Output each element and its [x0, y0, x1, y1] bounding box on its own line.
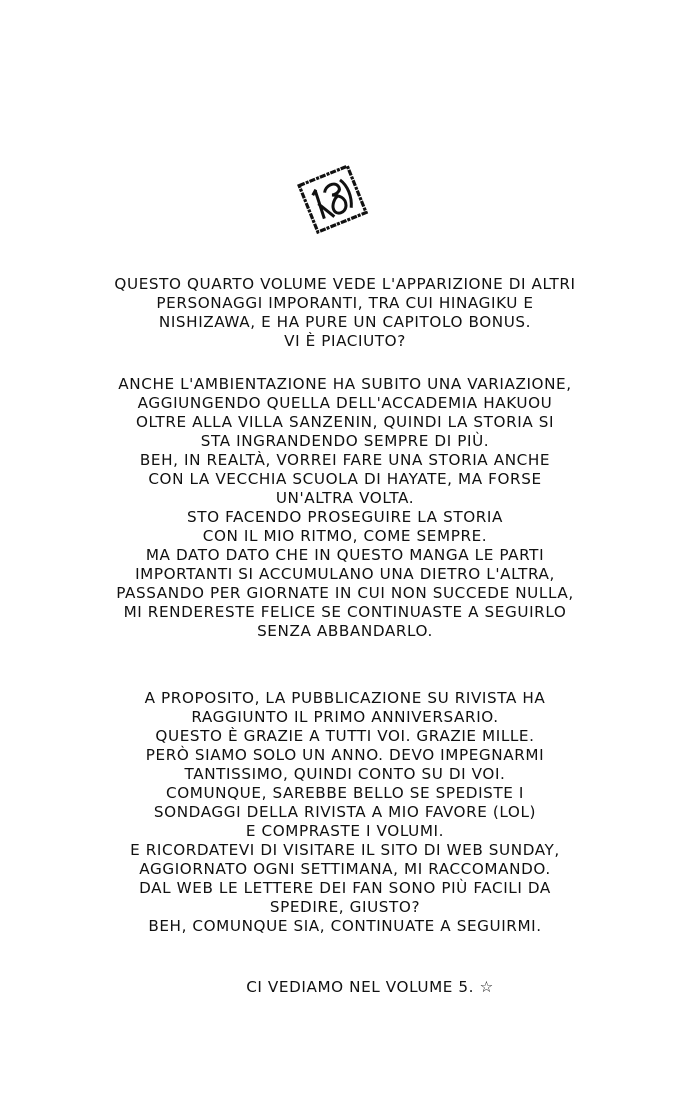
- paragraph-line: AGGIORNATO OGNI SETTIMANA, MI RACCOMANDO.: [139, 860, 551, 878]
- paragraph-line: E RICORDATEVI DI VISITARE IL SITO DI WEB SUNDAY,: [130, 841, 560, 859]
- paragraph-line: QUESTO È GRAZIE A TUTTI VOI. GRAZIE MILLE.: [155, 727, 535, 745]
- paragraph-line: SPEDIRE, GIUSTO?: [269, 898, 421, 916]
- paragraph-line: IMPORTANTI SI ACCUMULANO UNA DIETRO L'ALTRA,: [135, 565, 555, 583]
- author-seal-stamp-icon: [297, 168, 369, 232]
- paragraph-line: VI È PIACIUTO?: [284, 332, 406, 350]
- paragraph-line: SENZA ABBANDARLO.: [257, 622, 433, 640]
- paragraph-line: SONDAGGI DELLA RIVISTA A MIO FAVORE (LOL): [153, 803, 537, 821]
- afterword-paragraph-3: [0, 689, 690, 936]
- paragraph-line: CON LA VECCHIA SCUOLA DI HAYATE, MA FORSE: [148, 470, 542, 488]
- seal-stamp-graphic: [297, 168, 369, 232]
- paragraph-line: STA INGRANDENDO SEMPRE DI PIÙ.: [200, 432, 490, 450]
- paragraph-line: MA DATO DATO CHE IN QUESTO MANGA LE PARTI: [145, 546, 545, 564]
- paragraph-line: E COMPRASTE I VOLUMI.: [245, 822, 445, 840]
- paragraph-line: UN'ALTRA VOLTA.: [275, 489, 415, 507]
- paragraph-line: PERÒ SIAMO SOLO UN ANNO. DEVO IMPEGNARMI: [145, 746, 545, 764]
- paragraph-line: STO FACENDO PROSEGUIRE LA STORIA: [187, 508, 503, 526]
- afterword-paragraph-1: [0, 275, 690, 351]
- afterword-paragraph-2: [0, 375, 690, 641]
- paragraph-line: AGGIUNGENDO QUELLA DELL'ACCADEMIA HAKUOU: [137, 394, 553, 412]
- paragraph-line: BEH, IN REALTÀ, VORREI FARE UNA STORIA ANCHE: [139, 451, 551, 469]
- paragraph-line: RAGGIUNTO IL PRIMO ANNIVERSARIO.: [191, 708, 499, 726]
- paragraph-line: TANTISSIMO, QUINDI CONTO SU DI VOI.: [184, 765, 506, 783]
- paragraph-line: COMUNQUE, SAREBBE BELLO SE SPEDISTE I: [165, 784, 524, 802]
- paragraph-line: QUESTO QUARTO VOLUME VEDE L'APPARIZIONE DI ALTRI: [114, 275, 576, 293]
- paragraph-line: MI RENDERESTE FELICE SE CONTINUASTE A SEGUIRLO: [123, 603, 567, 621]
- paragraph-line: PASSANDO PER GIORNATE IN CUI NON SUCCEDE NULLA,: [116, 584, 574, 602]
- paragraph-line: ANCHE L'AMBIENTAZIONE HA SUBITO UNA VARIAZIONE,: [118, 375, 572, 393]
- paragraph-line: BEH, COMUNQUE SIA, CONTINUATE A SEGUIRMI.: [148, 917, 542, 935]
- paragraph-line: A PROPOSITO, LA PUBBLICAZIONE SU RIVISTA HA: [144, 689, 546, 707]
- star-icon: ☆: [479, 978, 494, 996]
- closing-text-line: [25, 978, 690, 997]
- closing-line: [25, 978, 690, 997]
- paragraph-line: OLTRE ALLA VILLA SANZENIN, QUINDI LA STORIA SI: [135, 413, 555, 431]
- paragraph-line: CON IL MIO RITMO, COME SEMPRE.: [202, 527, 488, 545]
- paragraph-line: DAL WEB LE LETTERE DEI FAN SONO PIÙ FACILI DA: [139, 879, 551, 897]
- paragraph-line: PERSONAGGI IMPORANTI, TRA CUI HINAGIKU E: [156, 294, 534, 312]
- paragraph-line: NISHIZAWA, E HA PURE UN CAPITOLO BONUS.: [158, 313, 532, 331]
- closing-text: CI VEDIAMO NEL VOLUME 5.: [246, 978, 475, 996]
